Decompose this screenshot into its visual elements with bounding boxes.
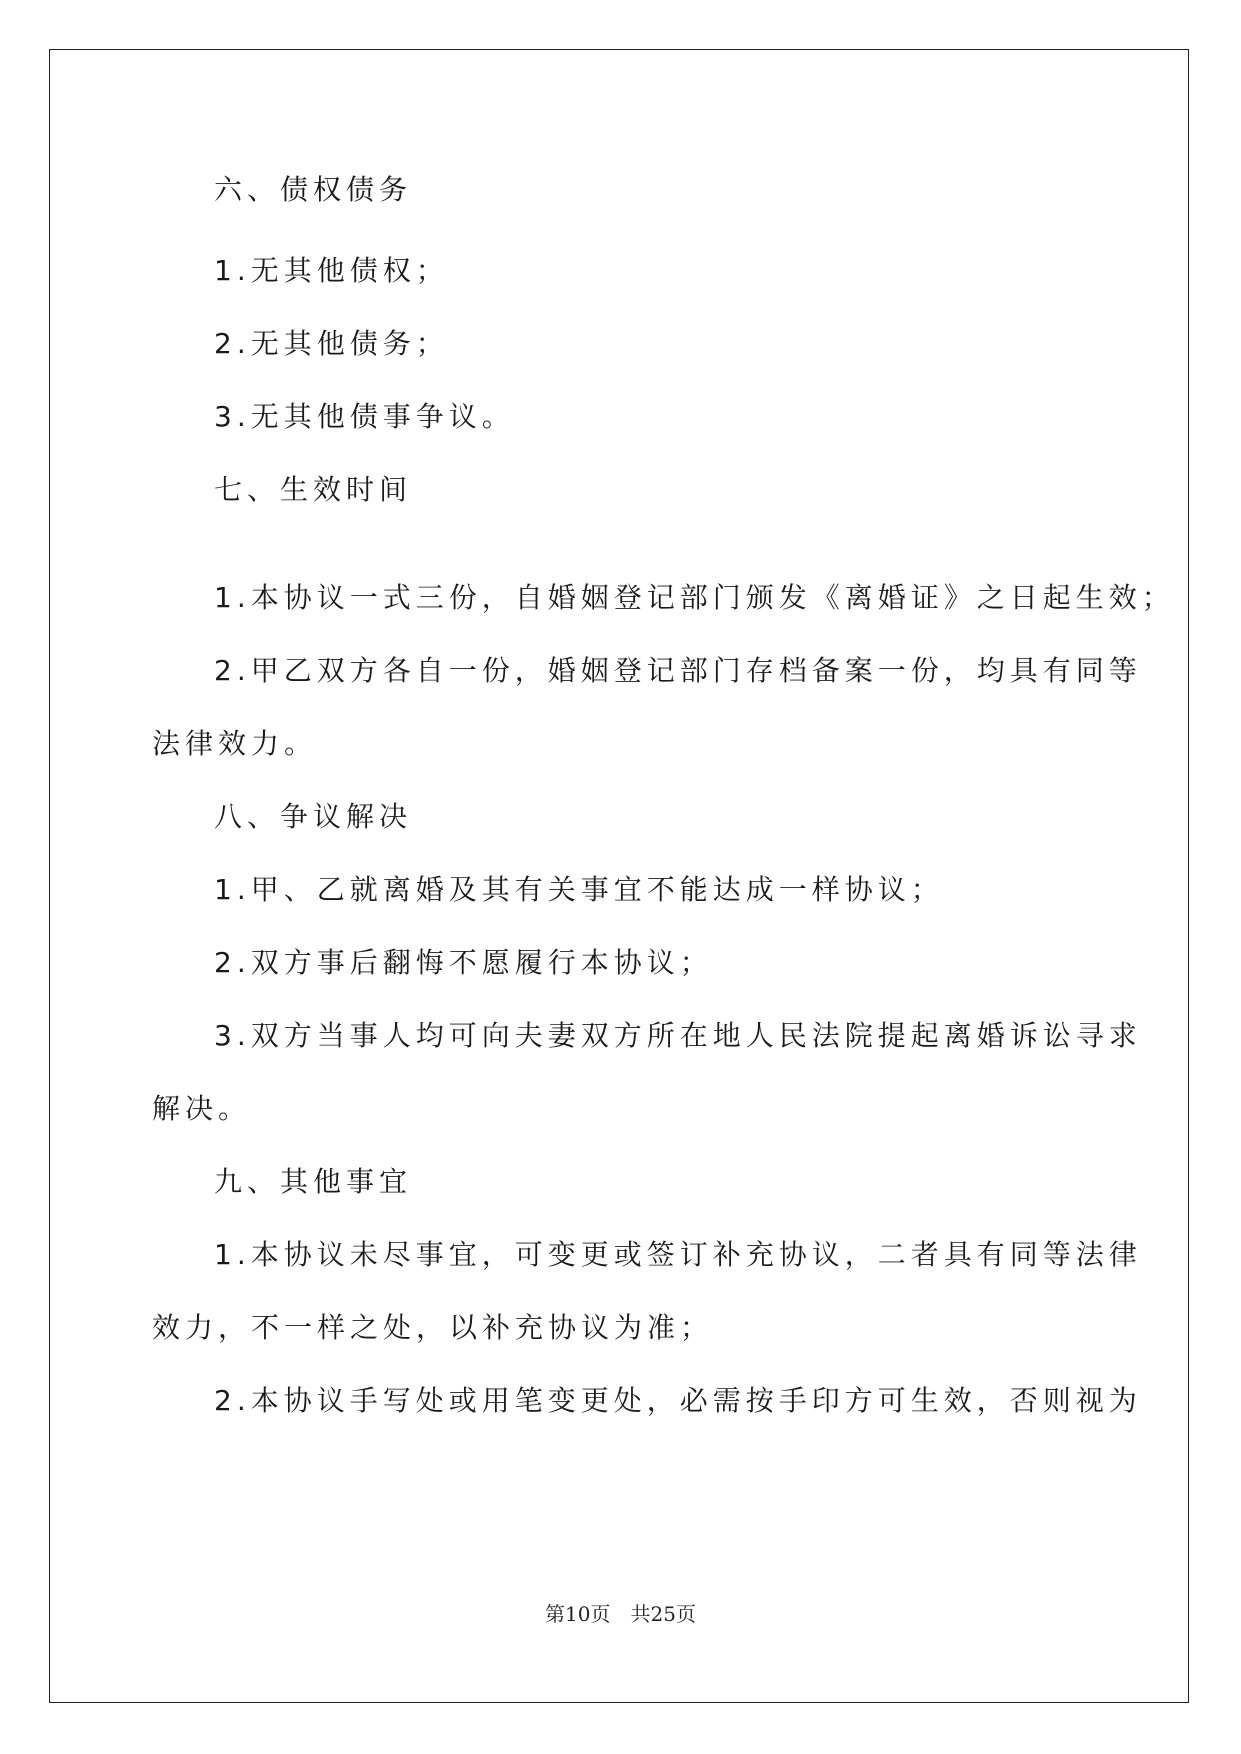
paragraph-line: 3.双方当事人均可向夫妻双方所在地人民法院提起离婚诉讼寻求: [214, 1019, 1142, 1052]
paragraph-line: 2.无其他债务；: [214, 327, 449, 360]
section-heading-other: 九、其他事宜: [214, 1165, 413, 1198]
paragraph-line-continued: 法律效力。: [152, 727, 318, 760]
section-heading-effective-time: 七、生效时间: [214, 473, 413, 506]
page-number-footer: 第10页 共25页: [545, 1602, 696, 1626]
paragraph-line: 2.双方事后翻悔不愿履行本协议；: [214, 946, 713, 979]
paragraph-line-continued: 效力，不一样之处，以补充协议为准；: [152, 1311, 714, 1344]
paragraph-line: 2.本协议手写处或用笔变更处，必需按手印方可生效，否则视为: [214, 1384, 1142, 1417]
paragraph-line: 1.本协议未尽事宜，可变更或签订补充协议，二者具有同等法律: [214, 1238, 1142, 1271]
section-heading-debts: 六、债权债务: [214, 173, 413, 206]
paragraph-line: 1.甲、乙就离婚及其有关事宜不能达成一样协议；: [214, 873, 944, 906]
paragraph-line: 3.无其他债事争议。: [214, 400, 515, 433]
section-heading-dispute: 八、争议解决: [214, 800, 413, 833]
paragraph-line-continued: 解决。: [152, 1092, 252, 1125]
paragraph-line: 1.本协议一式三份，自婚姻登记部门颁发《离婚证》之日起生效；: [214, 581, 1175, 614]
paragraph-line: 2.甲乙双方各自一份，婚姻登记部门存档备案一份，均具有同等: [214, 654, 1142, 687]
paragraph-line: 1.无其他债权；: [214, 254, 449, 287]
